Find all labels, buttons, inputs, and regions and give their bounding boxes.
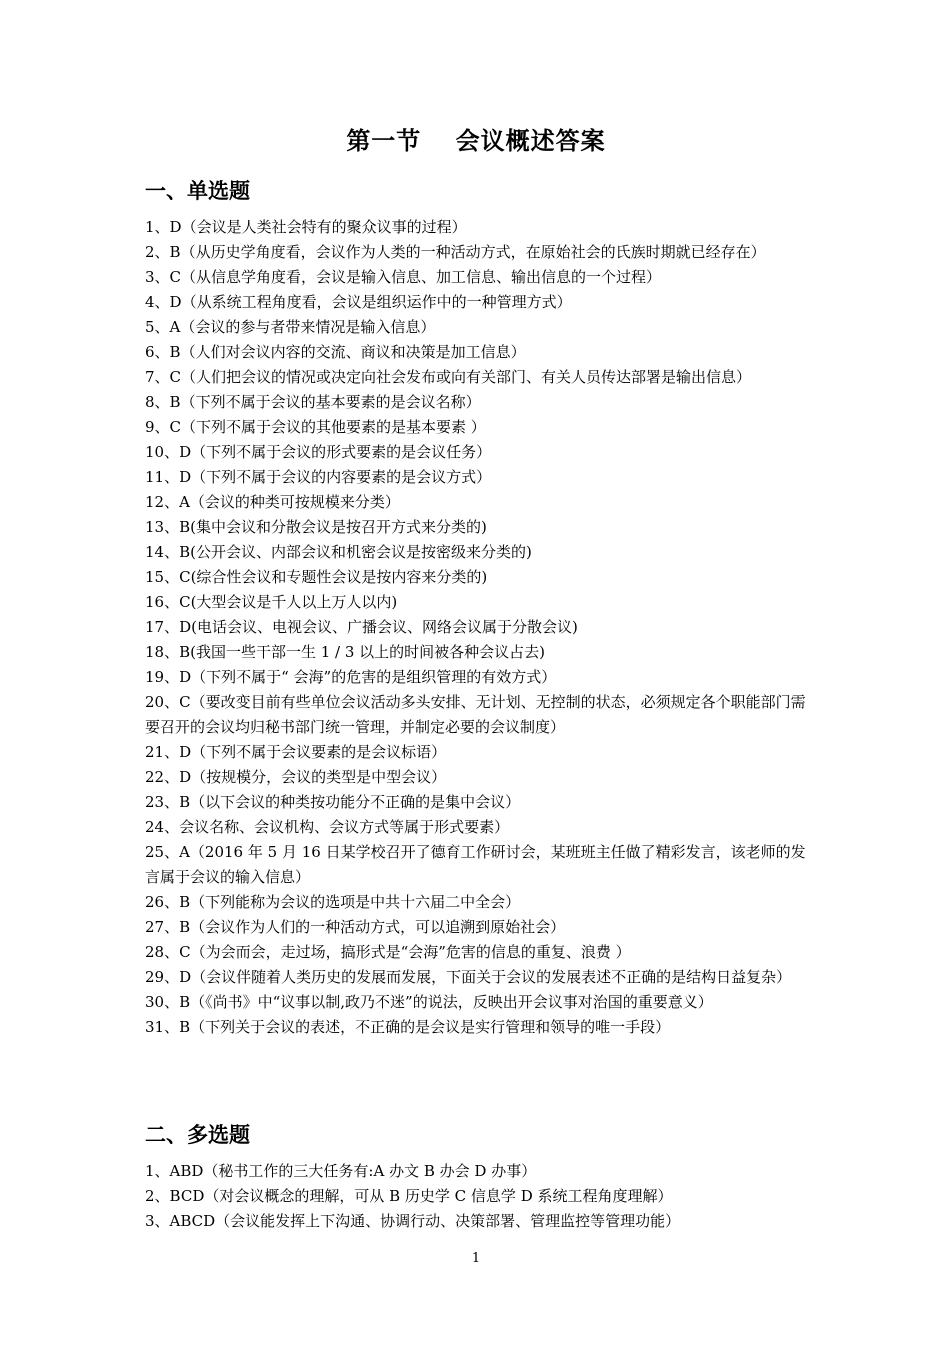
answer-item: 17、D(电话会议、电视会议、广播会议、网络会议属于分散会议)	[145, 618, 578, 636]
section-heading-single-choice: 一、单选题	[145, 179, 250, 203]
answer-item: 24、会议名称、会议机构、会议方式等属于形式要素）	[145, 818, 510, 836]
answer-item: 18、B(我国一些干部一生 1 / 3 以上的时间被各种会议占去)	[145, 643, 546, 661]
answer-item: 2、B（从历史学角度看，会议作为人类的一种活动方式，在原始社会的氏族时期就已经存在）	[145, 243, 766, 261]
answer-item: 10、D（下列不属于会议的形式要素的是会议任务）	[145, 443, 492, 461]
answer-item: 21、D（下列不属于会议要素的是会议标语）	[145, 743, 447, 761]
answer-item: 4、D（从系统工程角度看，会议是组织运作中的一种管理方式）	[145, 293, 572, 311]
answer-item: 20、C（要改变目前有些单位会议活动多头安排、无计划、无控制的状态，必须规定各个职能部门需要召开的会议均归秘书部门统一管理，并制定必要的会议制度）	[145, 693, 806, 736]
answer-item: 7、C（人们把会议的情况或决定向社会发布或向有关部门、有关人员传达部署是输出信息）	[145, 368, 752, 386]
answer-item: 13、B(集中会议和分散会议是按召开方式来分类的)	[145, 518, 487, 536]
multiple-choice-answer-list	[145, 1159, 813, 1234]
answer-item: 25、A（2016 年 5 月 16 日某学校召开了德育工作研讨会，某班班主任做了精彩发言，该老师的发言属于会议的输入信息）	[145, 843, 806, 886]
answer-item: 6、B（人们对会议内容的交流、商议和决策是加工信息）	[145, 343, 526, 361]
page-title: 第一节 会议概述答案	[346, 127, 606, 155]
answer-item: 14、B(公开会议、内部会议和机密会议是按密级来分类的)	[145, 543, 532, 561]
page-number: 1	[471, 1251, 481, 1266]
answer-item: 3、C（从信息学角度看，会议是输入信息、加工信息、输出信息的一个过程）	[145, 268, 662, 286]
answer-item: 16、C(大型会议是千人以上万人以内)	[145, 593, 398, 611]
answer-item: 8、B（下列不属于会议的基本要素的是会议名称）	[145, 393, 481, 411]
answer-item: 3、ABCD（会议能发挥上下沟通、协调行动、决策部署、管理监控等管理功能）	[145, 1212, 681, 1230]
answer-item: 9、C（下列不属于会议的其他要素的是基本要素 ）	[145, 418, 486, 436]
answer-item: 11、D（下列不属于会议的内容要素的是会议方式）	[145, 468, 492, 486]
answer-item: 31、B（下列关于会议的表述，不正确的是会议是实行管理和领导的唯一手段）	[145, 1018, 671, 1036]
answer-item: 19、D（下列不属于“ 会海”的危害的是组织管理的有效方式）	[145, 668, 557, 686]
answer-item: 28、C（为会而会，走过场，搞形式是“会海”危害的信息的重复、浪费 ）	[145, 943, 631, 961]
answer-item: 2、BCD（对会议概念的理解，可从 B 历史学 C 信息学 D 系统工程角度理解）	[145, 1187, 673, 1205]
answer-item: 27、B（会议作为人们的一种活动方式，可以追溯到原始社会）	[145, 918, 566, 936]
answer-item: 5、A（会议的参与者带来情况是输入信息）	[145, 318, 436, 336]
answer-item: 22、D（按规模分，会议的类型是中型会议）	[145, 768, 447, 786]
single-choice-answer-list	[145, 215, 813, 1040]
section-heading-multiple-choice: 二、多选题	[145, 1123, 250, 1147]
answer-item: 12、A（会议的种类可按规模来分类）	[145, 493, 400, 511]
answer-item: 29、D（会议伴随着人类历史的发展而发展，下面关于会议的发展表述不正确的是结构日益复杂）	[145, 968, 792, 986]
answer-item: 15、C(综合性会议和专题性会议是按内容来分类的)	[145, 568, 488, 586]
answer-item: 1、ABD（秘书工作的三大任务有:A 办文 B 办会 D 办事）	[145, 1162, 537, 1180]
answer-item: 26、B（下列能称为会议的选项是中共十六届二中全会）	[145, 893, 521, 911]
answer-item: 1、D（会议是人类社会特有的聚众议事的过程）	[145, 218, 467, 236]
answer-item: 30、B（《尚书》中“议事以制,政乃不迷”的说法，反映出开会议事对治国的重要意义）	[145, 993, 713, 1011]
answer-item: 23、B（以下会议的种类按功能分不正确的是集中会议）	[145, 793, 521, 811]
